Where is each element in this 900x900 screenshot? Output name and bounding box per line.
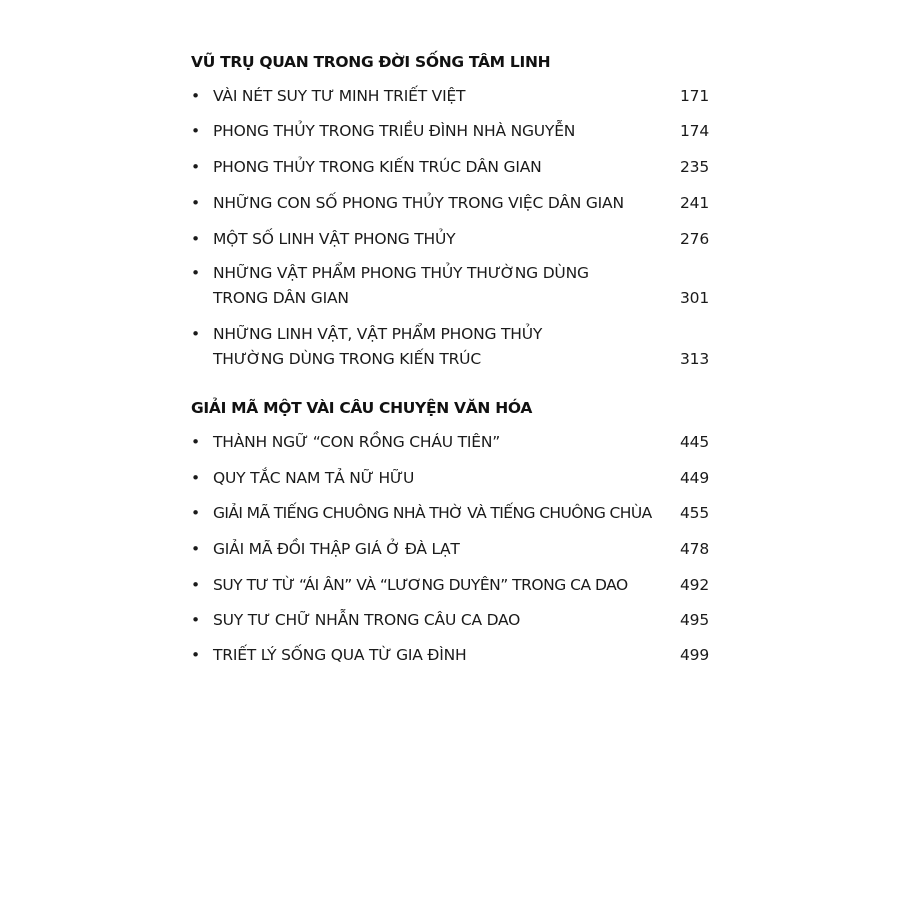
bullet: • (191, 469, 200, 487)
page-number: 492 (680, 576, 709, 594)
bullet: • (191, 611, 200, 629)
bullet: • (191, 540, 200, 558)
entry-title-line: GIẢI MÃ TIẾNG CHUÔNG NHÀ THỜ VÀ TIẾNG CHUÔNG CHÙA (213, 504, 652, 522)
bullet: • (191, 87, 200, 105)
page-number: 301 (680, 289, 709, 307)
entry-title (213, 466, 673, 491)
bullet: • (191, 504, 200, 522)
entry-title-line: SUY TƯ TỪ “ÁI ÂN” VÀ “LƯƠNG DUYÊN” TRONG CA DAO (213, 576, 628, 594)
page-number: 171 (680, 87, 709, 105)
entry-title (213, 119, 673, 144)
entry-title (213, 322, 673, 372)
page-number: 445 (680, 433, 709, 451)
bullet: • (191, 576, 200, 594)
entry-title-line: SUY TƯ CHỮ NHẪN TRONG CÂU CA DAO (213, 611, 521, 629)
bullet: • (191, 325, 200, 343)
entry-title-line: THƯỜNG DÙNG TRONG KIẾN TRÚC (213, 350, 481, 368)
bullet: • (191, 158, 200, 176)
page-number: 241 (680, 194, 709, 212)
entry-title-line: PHONG THỦY TRONG TRIỀU ĐÌNH NHÀ NGUYỄN (213, 122, 576, 140)
entry-title-line: THÀNH NGỮ “CON RỒNG CHÁU TIÊN” (213, 433, 501, 451)
bullet: • (191, 264, 200, 282)
entry-title (213, 261, 673, 311)
page-number: 235 (680, 158, 709, 176)
entry-title-line: NHỮNG LINH VẬT, VẬT PHẨM PHONG THỦY (213, 325, 543, 343)
page-number: 174 (680, 122, 709, 140)
entry-title-line: PHONG THỦY TRONG KIẾN TRÚC DÂN GIAN (213, 158, 542, 176)
page-number: 276 (680, 230, 709, 248)
entry-title (213, 501, 673, 526)
entry-title (213, 191, 673, 216)
bullet: • (191, 122, 200, 140)
entry-title (213, 537, 673, 562)
page-number: 449 (680, 469, 709, 487)
page-number: 495 (680, 611, 709, 629)
entry-title (213, 573, 673, 598)
entry-title-line: GIẢI MÃ ĐỒI THẬP GIÁ Ở ĐÀ LẠT (213, 540, 460, 558)
entry-title-line: TRONG DÂN GIAN (213, 289, 349, 307)
page-number: 499 (680, 646, 709, 664)
bullet: • (191, 646, 200, 664)
entry-title (213, 227, 673, 252)
entry-title-line: NHỮNG VẬT PHẨM PHONG THỦY THƯỜNG DÙNG (213, 264, 589, 282)
entry-title-line: MỘT SỐ LINH VẬT PHONG THỦY (213, 230, 456, 248)
entry-title-line: QUY TẮC NAM TẢ NỮ HỮU (213, 469, 415, 487)
entry-title (213, 430, 673, 455)
entry-title (213, 643, 673, 668)
entry-title-line: VÀI NÉT SUY TƯ MINH TRIẾT VIỆT (213, 87, 466, 105)
section-title: GIẢI MÃ MỘT VÀI CÂU CHUYỆN VĂN HÓA (191, 399, 533, 417)
entry-title-line: TRIẾT LÝ SỐNG QUA TỪ GIA ĐÌNH (213, 646, 467, 664)
entry-title (213, 608, 673, 633)
page-number: 455 (680, 504, 709, 522)
page-number: 478 (680, 540, 709, 558)
bullet: • (191, 230, 200, 248)
entry-title (213, 155, 673, 180)
page-number: 313 (680, 350, 709, 368)
bullet: • (191, 194, 200, 212)
entry-title (213, 84, 673, 109)
section-title: VŨ TRỤ QUAN TRONG ĐỜI SỐNG TÂM LINH (191, 53, 551, 71)
entry-title-line: NHỮNG CON SỐ PHONG THỦY TRONG VIỆC DÂN GIAN (213, 194, 624, 212)
bullet: • (191, 433, 200, 451)
